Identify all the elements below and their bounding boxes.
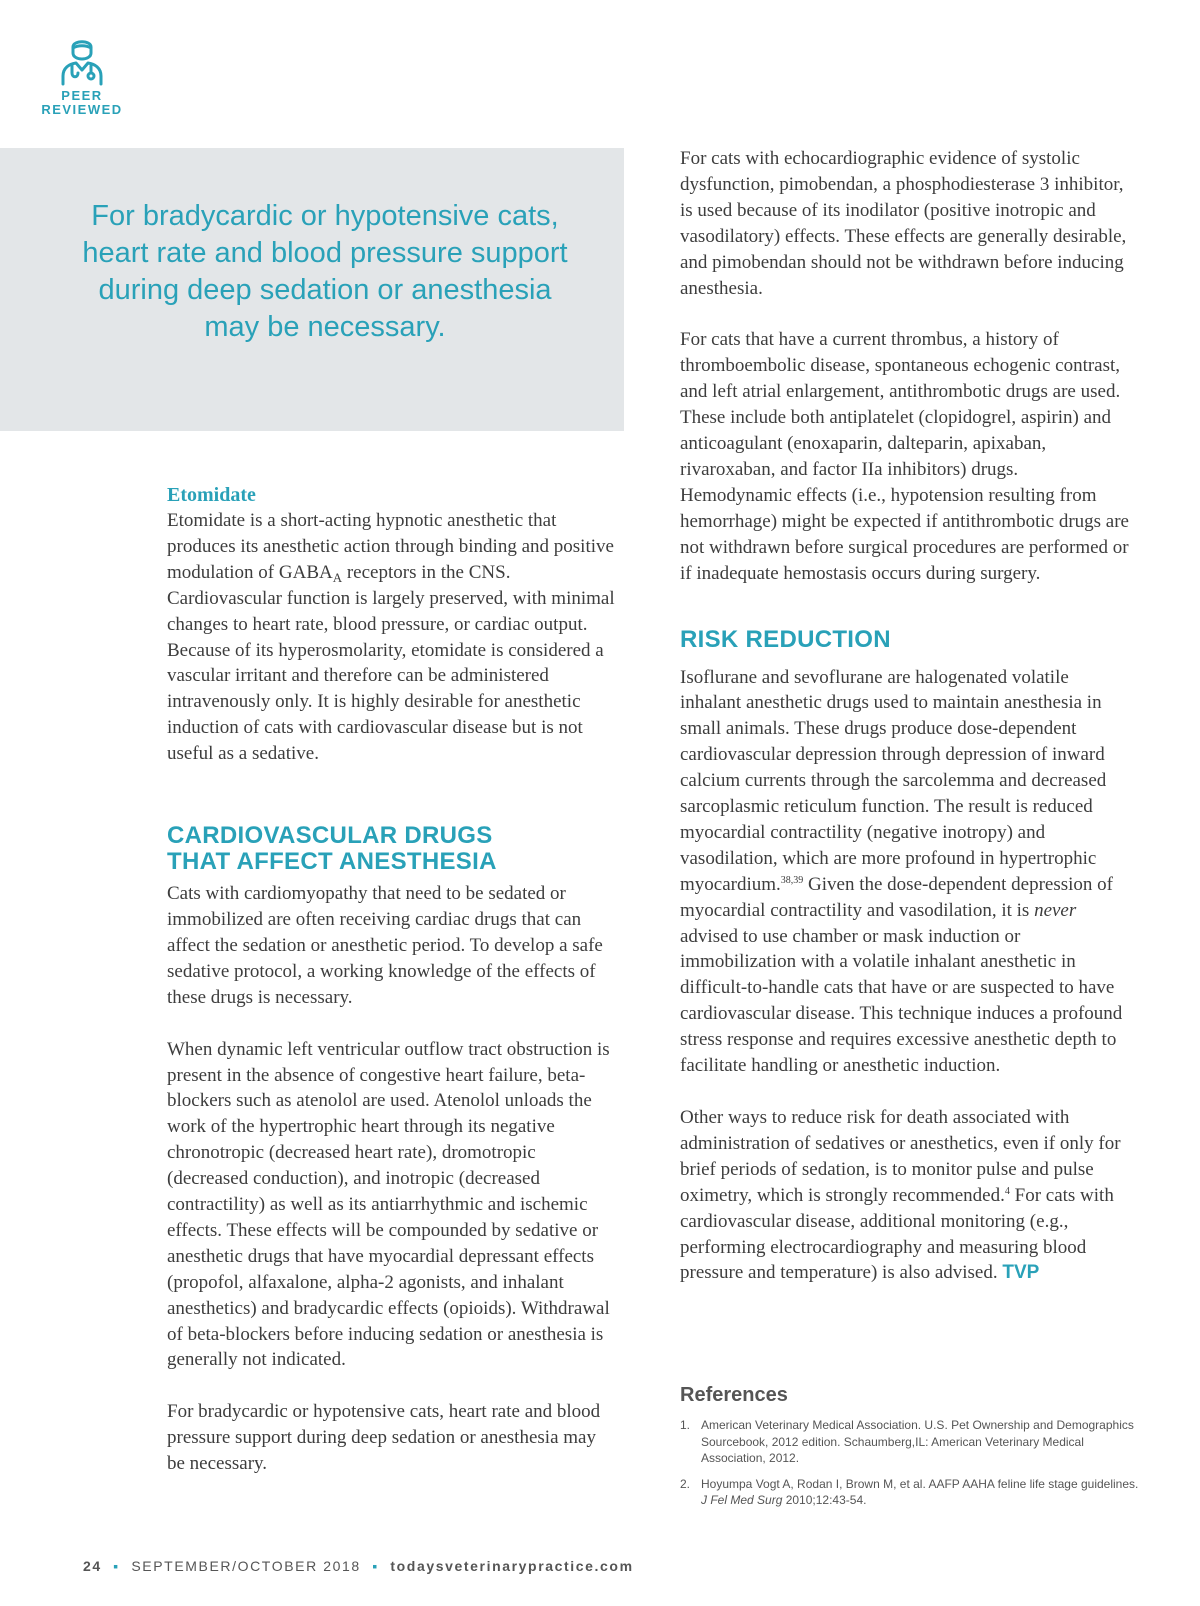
reference-item: 1. American Veterinary Medical Association. U.S. Pet Ownership and Demographics Sourcebook, 2012 edition. Schaumberg,IL: American Veterinary Medical Association, 2012. <box>680 1418 1134 1465</box>
tvp-end-mark: TVP <box>1002 1262 1040 1284</box>
reference-item: 2. Hoyumpa Vogt A, Rodan I, Brown M, et al. AAFP AAHA feline life stage guidelines. J Fel Med Surg 2010;12:43-54. <box>680 1476 1139 1507</box>
pimobendan-paragraph: For cats with echocardiographic evidence of systolic dysfunction, pimobendan, a phosphodiesterase 3 inhibitor, is used because of its inodilator (positive inotropic and vasodilatory) effects. These effects are generally desirable, and pimobendan should not be withdrawn before inducing anesthesia. <box>680 148 1127 299</box>
right-column <box>680 146 1130 1312</box>
risk-paragraph-1: Isoflurane and sevoflurane are halogenated volatile inhalant anesthetic drugs used to maintain anesthesia in small animals. These drugs produce dose-dependent cardiovascular depression through depression of inward calcium currents through the sarcolemma and decreased sarcoplasmic reticulum function. The result is reduced myocardial contractility (negative inotropy) and vasodilation, which are more profound in hypertrophic myocardium.$^{38,39}$ Given the dose-dependent depression of myocardial contractility and vasodilation, it is never advised to use chamber or mask induction or immobilization with a volatile inhalant anesthetic in difficult-to-handle cats that have or are suspected to have cardiovascular disease. This technique induces a profound stress response and requires excessive anesthetic depth to facilitate handling or anesthetic induction. <box>680 666 1123 1077</box>
doctor-icon <box>59 36 105 86</box>
references-list <box>680 1417 1140 1509</box>
cardio-paragraph-2: When dynamic left ventricular outflow tract obstruction is present in the absence of congestive heart failure, beta-blockers such as atenolol are used. Atenolol unloads the work of the hypertrophic heart through its negative chronotropic (decreased heart rate), dromotropic (decreased conduction), and inotropic (decreased contractility) as well as its antiarrhythmic and ischemic effects. These effects will be compounded by sedative or anesthetic drugs that have myocardial depressant effects (propofol, alfaxalone, alpha-2 agonists, and inhalant anesthetics) and bradycardic effects (opioids). Withdrawal of beta-blockers before inducing sedation or anesthesia is generally not indicated. <box>167 1038 610 1371</box>
pullquote-box <box>0 148 624 431</box>
risk-paragraph-2: Other ways to reduce risk for death associated with administration of sedatives or anesthetics, even if only for brief periods of sedation, is to monitor pulse and pulse oximetry, which is strongly recommended.$^4$ For cats with cardiovascular disease, additional monitoring (e.g., performing electrocardiography and measuring blood pressure and temperature) is also advised. TVP <box>680 1107 1121 1284</box>
separator: ▪ <box>113 1558 120 1574</box>
references-heading: References <box>680 1384 788 1406</box>
cardio-drugs-heading: CARDIOVASCULAR DRUGS THAT AFFECT ANESTHESIA <box>167 822 497 876</box>
left-column <box>167 482 617 1503</box>
cardio-paragraph-1: Cats with cardiomyopathy that need to be sedated or immobilized are often receiving cardiac drugs that can affect the sedation or anesthetic period. To develop a safe sedative protocol, a working knowledge of the effects of these drugs is necessary. <box>167 883 603 1008</box>
etomidate-paragraph: Etomidate is a short-acting hypnotic anesthetic that produces its anesthetic action through binding and positive modulation of $GABA_A$ receptors in the CNS. Cardiovascular function is largely preserved, with minimal changes to heart rate, blood pressure, or cardiac output. Because of its hyperosmolarity, etomidate is considered a vascular irritant and therefore can be administered intravenously only. It is highly desirable for anesthetic induction of cats with cardiovascular disease but is not useful as a sedative. <box>167 510 615 765</box>
etomidate-heading: Etomidate <box>167 484 256 506</box>
separator: ▪ <box>372 1558 379 1574</box>
references-section <box>680 1384 1140 1518</box>
cardio-paragraph-3: For bradycardic or hypotensive cats, heart rate and blood pressure support during deep sedation or anesthesia may be necessary. <box>167 1401 601 1475</box>
page-number: 24 <box>83 1558 102 1574</box>
issue-date: SEPTEMBER/OCTOBER 2018 <box>131 1558 361 1574</box>
antithrombotic-paragraph: For cats that have a current thrombus, a history of thromboembolic disease, spontaneous echogenic contrast, and left atrial enlargement, antithrombotic drugs are used. These include both antiplatelet (clopidogrel, aspirin) and anticoagulant (enoxaparin, dalteparin, apixaban, rivaroxaban, and factor IIa inhibitors) drugs. Hemodynamic effects (i.e., hypotension resulting from hemorrhage) might be expected if antithrombotic drugs are not withdrawn before surgical procedures are performed or if inadequate hemostasis occurs during surgery. <box>680 329 1129 584</box>
pullquote-text: For bradycardic or hypotensive cats, heart rate and blood pressure support during deep sedation or anesthesia may be necessary. <box>82 200 568 343</box>
peer-reviewed-badge <box>40 36 124 117</box>
badge-label: PEER REVIEWED <box>41 88 123 117</box>
page-footer <box>83 1558 634 1574</box>
website-url: todaysveterinarypractice.com <box>390 1558 634 1574</box>
risk-reduction-heading: RISK REDUCTION <box>680 625 891 653</box>
